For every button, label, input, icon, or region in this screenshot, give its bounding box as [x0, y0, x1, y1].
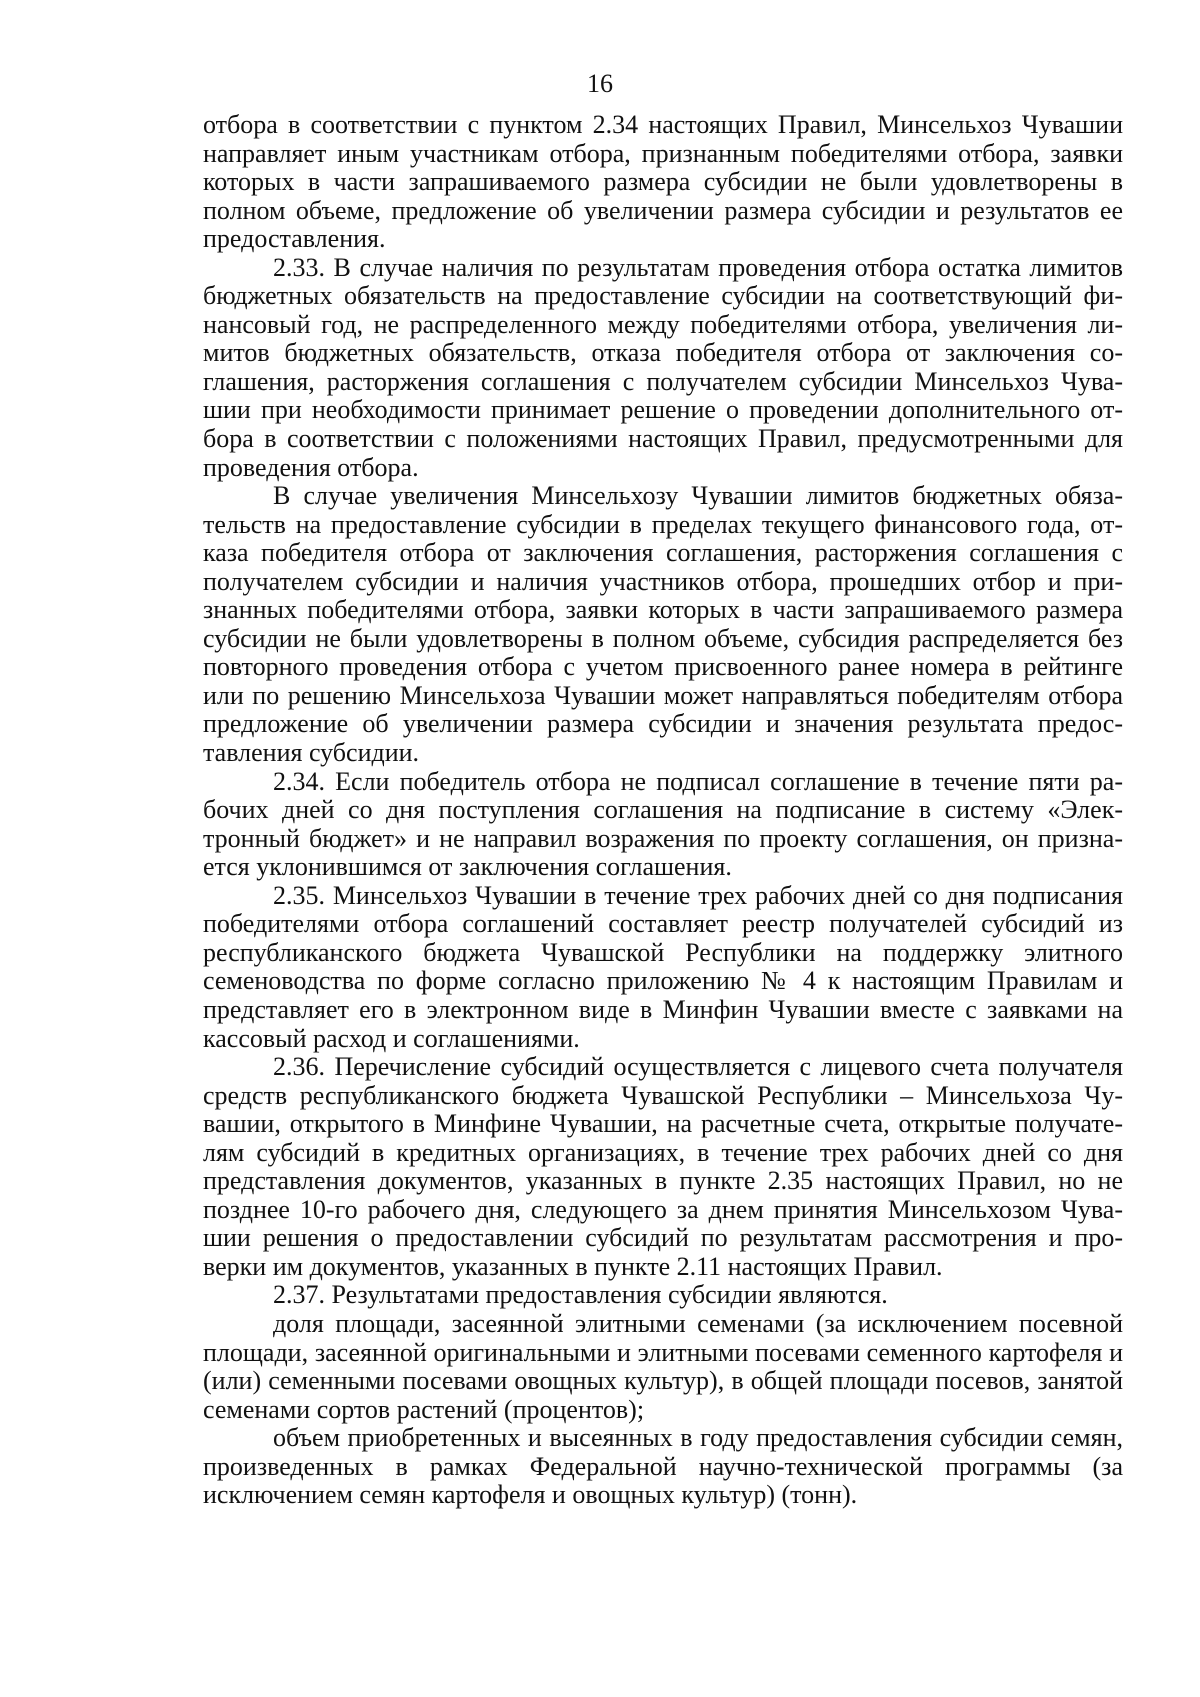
paragraph-2-36: 2.36. Перечисление субсидий осуществляется с лицевого счета получателя средств республиканского бюджета Чувашской Республики – Минсельхоза Чувашии, открытого в Минфине Чувашии, на расчетные счета, открытые получателям субсидий в кредитных организациях, в течение трех рабочих дней со дня представления документов, указанных в пункте 2.35 настоящих Правил, но не позднее 10-го рабочего дня, следующего за днем принятия Минсельхозом Чувашии решения о предоставлении субсидий по результатам рассмотрения и проверки им документов, указанных в пункте 2.11 настоящих Правил. [203, 1052, 1123, 1281]
paragraph-2-35: 2.35. Минсельхоз Чувашии в течение трех рабочих дней со дня подписания победителями отбора соглашений составляет реестр получателей субсидий из республиканского бюджета Чувашской Республики на поддержку элитного семеноводства по форме согласно приложению № 4 к настоящим Правилам и представляет его в электронном виде в Минфин Чувашии вместе с заявками на кассовый расход и соглашениями. [203, 880, 1123, 1053]
paragraph-limit-increase: В случае увеличения Минсельхозу Чувашии лимитов бюджетных обязательств на предоставление субсидии в пределах текущего финансового года, отказа победителя отбора от заключения соглашения, расторжения соглашения с получателем субсидии и наличия участников отбора, прошедших отбор и признанных победителями отбора, заявки которых в части запрашиваемого размера субсидии не были удовлетворены в полном объеме, субсидия распределяется без повторного проведения отбора с учетом присвоенного ранее номера в рейтинге или по решению Минсельхоза Чувашии может направляться победителям отбора предложение об увеличении размера субсидии и значения результата предоставления субсидии. [203, 481, 1123, 768]
result-item-area-share: доля площади, засеянной элитными семенами (за исключением посевной площади, засеянной оригинальными и элитными посевами семенного картофеля и (или) семенными посевами овощных культур), в общей площади посевов, занятой семенами сортов растений (процентов); [203, 1308, 1123, 1424]
paragraph-2-33: 2.33. В случае наличия по результатам проведения отбора остатка лимитов бюджетных обязательств на предоставление субсидии на соответствующий финансовый год, не распределенного между победителями отбора, увеличения лимитов бюджетных обязательств, отказа победителя отбора от заключения соглашения, расторжения соглашения с получателем субсидии Минсельхоз Чувашии при необходимости принимает решение о проведении дополнительного отбора в соответствии с положениями настоящих Правил, предусмотренными для проведения отбора. [203, 252, 1123, 482]
result-item-seed-volume: объем приобретенных и высеянных в году предоставления субсидии семян, произведенных в рамках Федеральной научно-технической программы (за исключением семян картофеля и овощных культур) (тонн). [203, 1423, 1123, 1510]
document-body [203, 111, 1123, 1510]
paragraph-2-37: 2.37. Результатами предоставления субсидии являются. [273, 1280, 888, 1310]
page-number: 16 [587, 69, 613, 98]
paragraph-continuation: отбора в соответствии с пунктом 2.34 настоящих Правил, Минсельхоз Чувашии направляет иным участникам отбора, признанным победителями отбора, заявки которых в части запрашиваемого размера субсидии не были удовлетворены в полном объеме, предложение об увеличении размера субсидии и результатов ее предоставления. [203, 110, 1123, 254]
paragraph-2-34: 2.34. Если победитель отбора не подписал соглашение в течение пяти рабочих дней со дня поступления соглашения на подписание в систему «Электронный бюджет» и не направил возражения по проекту соглашения, он признается уклонившимся от заключения соглашения. [203, 766, 1123, 882]
